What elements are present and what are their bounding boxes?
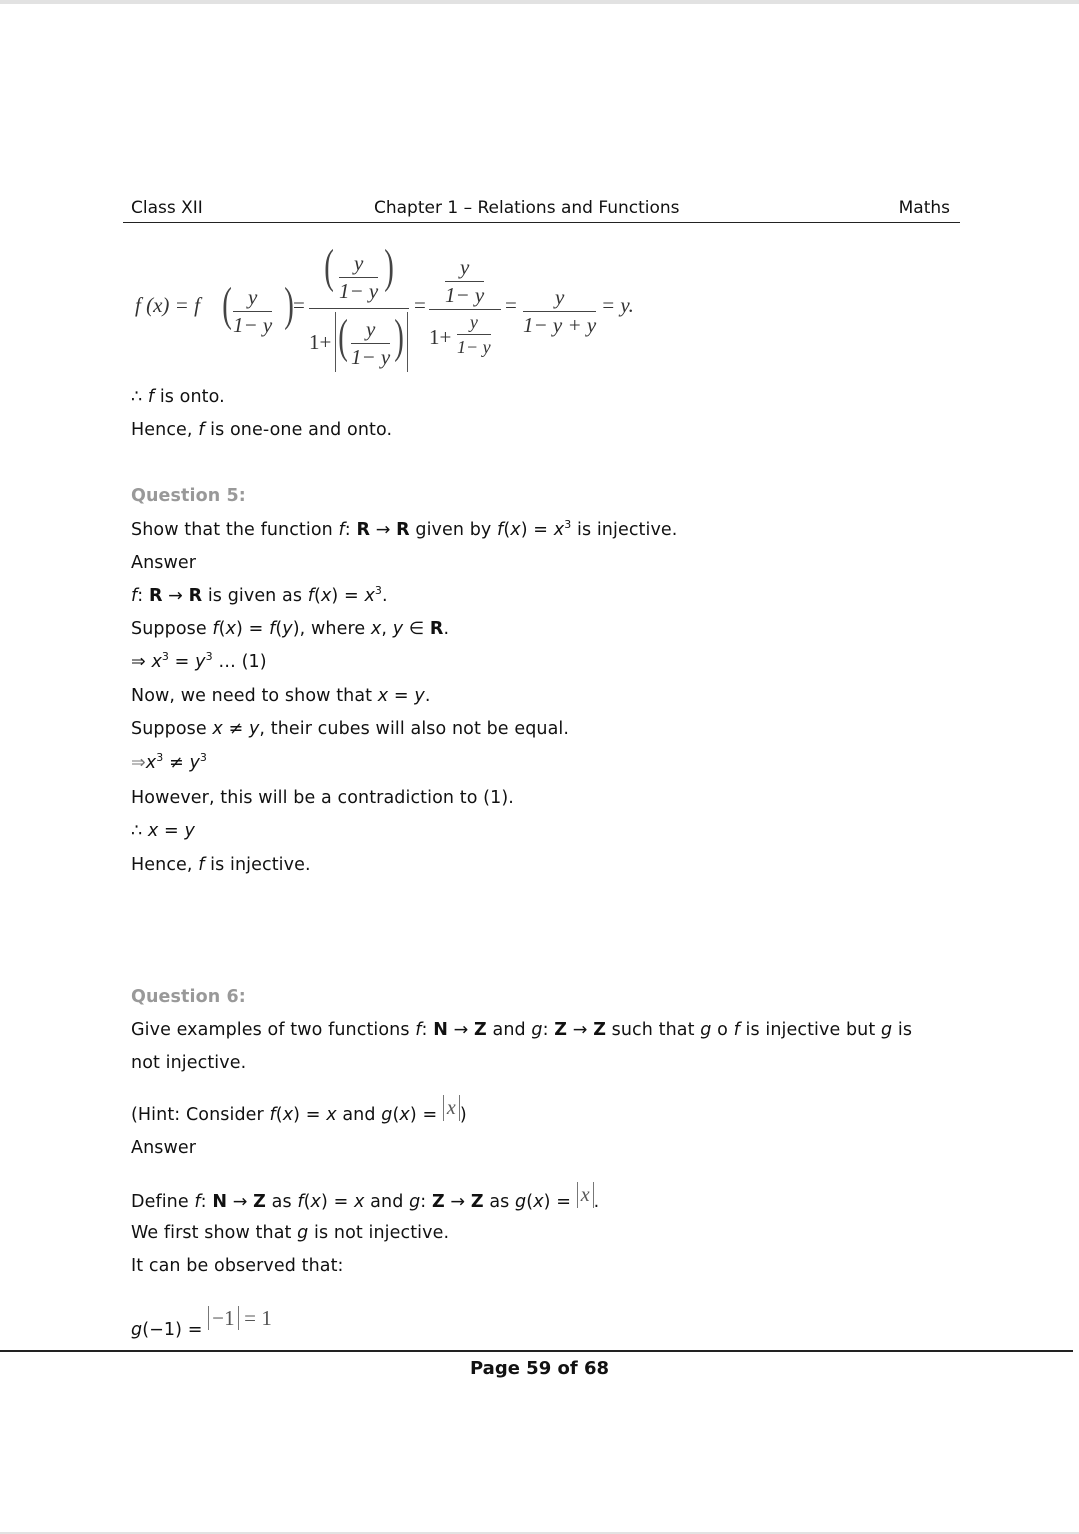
eq-term2: y 1− y 1+ y 1− y: [429, 253, 501, 373]
eq-term1: ( y 1− y ) 1+ ( y 1− y ): [309, 243, 409, 378]
answer-line: $\Rightarrow x^3 \ne y^3$: [131, 751, 208, 773]
equation-f-of-x: f (x) = f ( y 1− y ) = ( y 1− y ) 1+ ( y 1− y ) = y 1− y 1+ y 1− y = y 1− y + y = y.: [131, 243, 651, 378]
answer-line: Define f: N → Z as f(x) = x and g: Z → Z as g(x) = x .: [131, 1184, 600, 1212]
eq-lhs: f (x) = f: [135, 293, 200, 317]
answer-line: f: R → R is given as $f(x) = x^3$.: [131, 584, 388, 606]
header-chapter: Chapter 1 – Relations and Functions: [374, 198, 680, 218]
question-5-statement: Show that the function f: R → R given by $f(x) = x^3$ is injective.: [131, 518, 678, 540]
answer-line: ⇒ $x^3 = y^3$ … (1): [131, 650, 267, 672]
abs-x-expression: x: [577, 1182, 594, 1208]
header-class: Class XII: [131, 198, 203, 218]
answer-line: Suppose x ≠ y, their cubes will also not be equal.: [131, 719, 570, 739]
paren-right: ): [284, 278, 294, 331]
answer-line: However, this will be a contradiction to (1).: [131, 788, 514, 808]
question-6-answer-label: Answer: [131, 1138, 197, 1158]
eq-result: = y.: [601, 293, 634, 317]
answer-line: ∴ x = y: [131, 821, 195, 841]
abs-x-expression: x: [443, 1095, 460, 1121]
footer-divider: [0, 1350, 1073, 1352]
page-header: [123, 198, 960, 223]
question-6-statement-cont: not injective.: [131, 1053, 247, 1073]
question-6-hint: (Hint: Consider f(x) = x and g(x) = x ): [131, 1097, 467, 1125]
implies-arrow-icon: ⇒: [131, 753, 146, 773]
eq-term3: y 1− y + y: [523, 285, 597, 337]
abs-minus-one-expression: −1 = 1: [208, 1306, 272, 1330]
answer-line: We first show that g is not injective.: [131, 1223, 450, 1243]
answer-line: Hence, f is injective.: [131, 855, 311, 875]
eq-arg-fraction: y 1− y: [233, 285, 273, 337]
onto-conclusion: ∴ f is onto.: [131, 387, 225, 407]
answer-line: Suppose f(x) = f(y), where x, y ∈ R.: [131, 619, 450, 639]
top-border: [0, 0, 1079, 4]
question-5-title: Question 5:: [131, 486, 246, 506]
header-subject: Maths: [898, 198, 950, 218]
answer-line: g(−1) = −1 = 1: [131, 1306, 272, 1340]
one-one-onto-conclusion: Hence, f is one-one and onto.: [131, 420, 393, 440]
answer-line: Now, we need to show that x = y.: [131, 686, 431, 706]
question-5-answer-label: Answer: [131, 553, 197, 573]
page-number: Page 59 of 68: [469, 1358, 610, 1379]
question-6-statement: Give examples of two functions f: N → Z and g: Z → Z such that g o f is injective but g is: [131, 1020, 913, 1040]
paren-left: (: [222, 278, 232, 331]
answer-line: It can be observed that:: [131, 1256, 344, 1276]
question-6-title: Question 6:: [131, 987, 246, 1007]
